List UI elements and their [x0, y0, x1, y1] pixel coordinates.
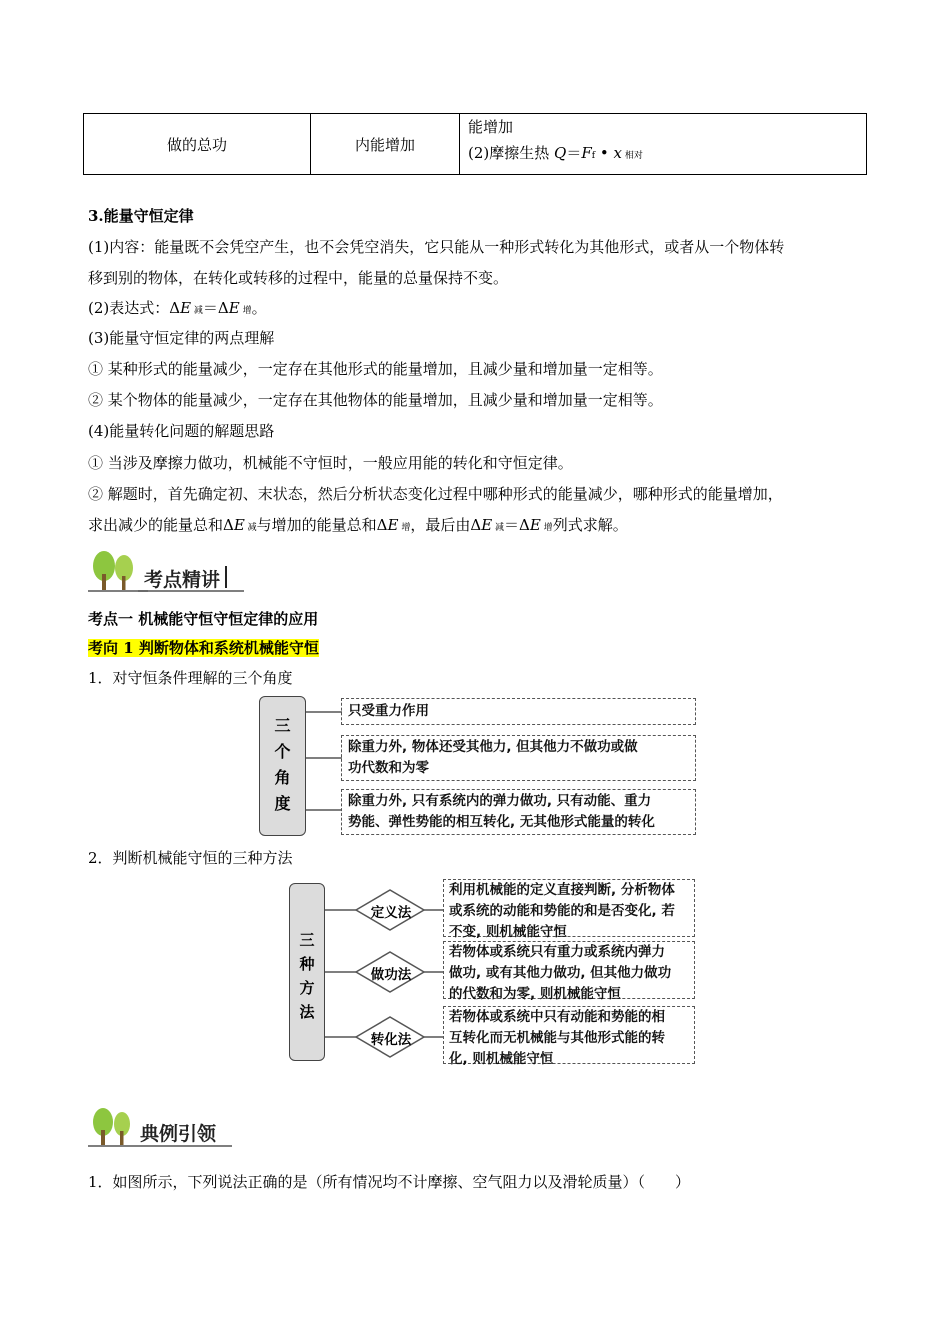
- table-cell: 内能增加: [311, 114, 460, 175]
- section-banner: [88, 1106, 238, 1150]
- expression-line: (2)表达式：ΔE 减＝ΔE 增。: [88, 299, 267, 317]
- cell-line: 能增加: [468, 118, 514, 136]
- method-definition: 定义法: [370, 905, 412, 921]
- method-conversion: 转化法: [370, 1032, 412, 1048]
- method-box: 若物体或系统只有重力或系统内弹力 做功, 或有其他力做功, 但其他力做功 的代数和为零, 则机械能守恒: [443, 941, 695, 999]
- energy-table: [83, 113, 867, 175]
- three-methods-label: 三 种 方 法: [289, 883, 325, 1061]
- paragraph-line: (1)内容：能量既不会凭空产生，也不会凭空消失，它只能从一种形式转化为其他形式，或者从一个物体转: [88, 238, 785, 256]
- paragraph-line: (3)能量守恒定律的两点理解: [88, 329, 275, 347]
- paragraph-line: ② 某个物体的能量减少，一定存在其他物体的能量增加，且减少量和增加量一定相等。: [88, 391, 663, 409]
- paragraph-line: 求出减少的能量总和ΔE 减与增加的能量总和ΔE 增，最后由ΔE 减＝ΔE 增列式求解。: [88, 516, 628, 534]
- table-cell: [460, 114, 867, 175]
- angle-box: 只受重力作用: [341, 698, 696, 725]
- method-work: 做功法: [370, 967, 412, 983]
- list-item: 1．对守恒条件理解的三个角度: [88, 669, 293, 687]
- method-box: 若物体或系统中只有动能和势能的相 互转化而无机械能与其他形式能的转 化, 则机械能守恒: [443, 1006, 695, 1064]
- method-box: 利用机械能的定义直接判断, 分析物体 或系统的动能和势能的和是否变化, 若 不变, 则机械能守恒: [443, 879, 695, 937]
- banner-title: 考点精讲: [144, 569, 221, 591]
- paragraph-line: ② 解题时，首先确定初、末状态，然后分析状态变化过程中哪种形式的能量减少，哪种形式的能量增加，: [88, 485, 783, 503]
- kaodian-title: 考点一 机械能守恒守恒定律的应用: [88, 610, 319, 628]
- paragraph-line: ① 某种形式的能量减少，一定存在其他形式的能量增加，且减少量和增加量一定相等。: [88, 360, 663, 378]
- section-heading: 3.能量守恒定律: [88, 207, 194, 225]
- paragraph-line: (4)能量转化问题的解题思路: [88, 422, 275, 440]
- list-item: 2．判断机械能守恒的三种方法: [88, 849, 293, 867]
- question-text: 1．如图所示，下列说法正确的是（所有情况均不计摩擦、空气阻力以及滑轮质量）（ ）: [88, 1173, 691, 1191]
- direction-title: 考向 1 判断物体和系统机械能守恒: [88, 639, 319, 657]
- table-cell: 做的总功: [84, 114, 311, 175]
- banner-title: 典例引领: [140, 1123, 217, 1145]
- angle-box: 除重力外, 物体还受其他力, 但其他力不做功或做 功代数和为零: [341, 735, 696, 781]
- angle-box: 除重力外, 只有系统内的弹力做功, 只有动能、重力 势能、弹性势能的相互转化, 无其他形式能量的转化: [341, 789, 696, 835]
- paragraph-line: 移到别的物体，在转化或转移的过程中，能量的总量保持不变。: [88, 269, 509, 287]
- section-banner: [88, 548, 248, 596]
- paragraph-line: ① 当涉及摩擦力做功，机械能不守恒时，一般应用能的转化和守恒定律。: [88, 454, 573, 472]
- three-angles-label: 三 个 角 度: [259, 696, 306, 836]
- cell-line: (2)摩擦生热 Q＝Ff • x 相对: [468, 144, 643, 162]
- table-row: [84, 114, 867, 175]
